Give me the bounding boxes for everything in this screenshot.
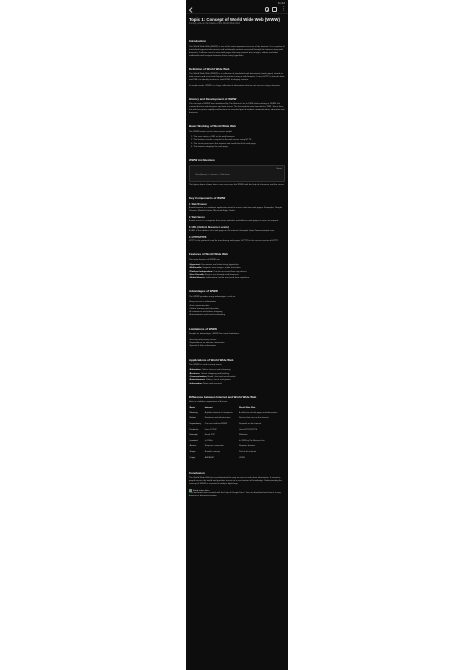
list-item: • Entertainment and social networking	[189, 314, 285, 317]
table-cell: Requires connection	[204, 445, 224, 448]
paragraph: The main features of WWW are:	[189, 258, 221, 261]
diagram-tag: Server	[276, 167, 282, 170]
page-title: Topic 1: Concept of World Wide Web (WWW)	[189, 17, 280, 22]
page-view-icon[interactable]	[272, 7, 277, 12]
paragraph: In simple words, WWW is a huge collection of information that we can access using a browser.	[189, 84, 281, 87]
section-applications	[189, 358, 285, 386]
list-item: • Hypertext: Documents are linked using hyperlinks.	[189, 264, 285, 267]
list-item: • User Friendly: Easy to use through web browsers.	[189, 274, 285, 277]
document-body	[186, 14, 288, 498]
paragraph: HTTP is the protocol used for transferring web pages. HTTPS is the secure version of HTTP.	[189, 240, 279, 243]
paragraph: A web server is a computer that stores websites and delivers web pages to users on request.	[189, 220, 279, 223]
more-options-icon[interactable]	[280, 7, 285, 12]
section-introduction	[189, 39, 285, 58]
applications-list	[189, 369, 285, 385]
section-features	[189, 252, 285, 280]
table-cell: Dependency	[189, 423, 202, 426]
table-row	[189, 456, 285, 462]
section-advantages	[189, 289, 285, 317]
section-definition	[189, 67, 285, 88]
paragraph: A web browser is a software application used to access and view web pages. Examples: Google Chrome, Mozilla Firefox, Microsoft Edge, Safari.	[189, 207, 283, 213]
section-heading: Applications of World Wide Web	[189, 357, 234, 362]
paragraph: The WWW provides many advantages, such as:	[189, 295, 236, 298]
list-item: • Multimedia: Supports text, images, audio and video.	[189, 267, 285, 270]
diagram-caption: The figure above shows how a user accesses the WWW with the help of a browser and the server.	[189, 184, 285, 187]
list-item: • Entertainment: Videos, music and games	[189, 379, 285, 382]
section-heading: Conclusion	[189, 470, 205, 475]
features-list	[189, 264, 285, 280]
table-cell: Email, FTP	[204, 434, 216, 437]
list-item: The browser displays the web page.	[193, 146, 229, 149]
column-header: Basis	[189, 407, 196, 410]
section-heading: WWW Architecture	[189, 158, 215, 163]
list-item: The server processes the request and sends back the web page.	[193, 142, 257, 145]
list-item: • E-commerce and online shopping	[189, 311, 285, 314]
list-item: • Global Access: Information can be accessed from anywhere.	[189, 277, 285, 280]
table-cell: Hardware and infrastructure	[204, 417, 231, 420]
section-limitations	[189, 327, 285, 349]
sub-heading: 2. Web Server	[189, 215, 205, 219]
back-arrow-icon[interactable]	[189, 7, 194, 12]
sub-heading: 4. HTTP/HTTPS	[189, 235, 207, 239]
list-item: • Dependence on internet connection	[189, 342, 285, 345]
section-heading: History and Development of WWW	[189, 96, 237, 101]
table-cell: Uses HTTP/HTTPS	[239, 428, 258, 431]
list-item: The user enters a URL in the web browser.	[193, 136, 235, 139]
list-item: • Spread of false information	[189, 345, 285, 348]
section-conclusion	[189, 471, 285, 498]
steps-list	[189, 136, 285, 149]
section-components	[189, 196, 285, 243]
table-cell: A global network of computers	[204, 411, 233, 414]
table-cell: ARPANET	[204, 456, 215, 459]
paragraph: The WWW is used in many areas:	[189, 364, 223, 367]
table-cell: Depends on the internet	[239, 423, 262, 426]
paragraph: The World Wide Web (WWW) is one of the most important services of the internet. It is a system of interlinked hypertext documents and multimedia content accessed through the internet using web browsers. It allows users to view web pages that may contain text, images, videos and other multimedia and navigate between them using hyperlinks.	[189, 45, 285, 57]
attachment-label: Study notes.docx	[192, 489, 210, 492]
table-cell: Service that runs on the internet	[239, 417, 269, 420]
list-item: • Security and privacy issues	[189, 339, 285, 342]
list-item: • Fast communication	[189, 305, 285, 308]
table-cell: Websites	[239, 434, 248, 437]
table-cell: Part of the internet	[239, 450, 257, 453]
list-item: • Online learning and education	[189, 308, 285, 311]
list-item: • Communication: Email, chat and social media	[189, 376, 285, 379]
section-heading: Limitations of WWW	[189, 326, 217, 331]
table-cell: Protocols	[189, 428, 199, 431]
section-history	[189, 97, 285, 116]
table-cell: In 1989 by Tim Berners-Lee	[239, 439, 265, 442]
search-icon[interactable]	[264, 7, 269, 12]
paragraph: Here is a tabular comparison of the two:	[189, 401, 228, 404]
column-header: World Wide Web	[239, 407, 256, 410]
table-cell: Scope	[189, 450, 196, 453]
paragraph: A URL is the address of a web page on the internet. Example: https://www.example.com	[189, 230, 275, 233]
table-cell: Uses TCP/IP	[204, 428, 217, 431]
table-cell: Nature	[189, 417, 196, 420]
section-heading: Features of World Wide Web	[189, 252, 229, 257]
column-header: Internet	[204, 407, 213, 410]
section-working	[189, 124, 285, 149]
sub-heading: 1. Web Browser	[189, 202, 207, 206]
list-item: • Platform Independent: Can be accessed from any device.	[189, 271, 285, 274]
section-heading: Advantages of WWW	[189, 289, 218, 294]
paragraph: The concept of WWW was introduced by Tim Berners-Lee in 1989 while working at CERN. He created the first web browser and web server. The first website was launched in 1991. Since then, the web has grown rapidly and become an essential part of modern communication, education and business.	[189, 103, 285, 115]
table-cell: Origin	[189, 456, 196, 459]
section-heading: Introduction	[189, 39, 206, 44]
table-cell: Broader concept	[204, 450, 221, 453]
section-architecture	[189, 158, 285, 187]
phone-screen	[186, 0, 288, 670]
list-item: • Business: Online shopping and banking	[189, 373, 285, 376]
list-item: • Easy access to information	[189, 301, 285, 304]
list-item: • Education: Online classes and e-learning	[189, 369, 285, 372]
app-toolbar	[186, 5, 288, 14]
section-heading: Key Components of WWW	[189, 196, 226, 201]
section-heading: Basic Working of World Wide Web	[189, 124, 237, 129]
table-cell: Invented	[189, 439, 198, 442]
paragraph: Despite its advantages, WWW has some limitations:	[189, 333, 240, 336]
list-item: • Information: News and research	[189, 383, 285, 386]
sub-heading: 3. URL (Uniform Resource Locator)	[189, 225, 229, 229]
architecture-diagram	[189, 165, 285, 182]
limitations-list	[189, 339, 285, 349]
paragraph: The World Wide Web has revolutionized the way we access and share information. It connects people across the world and provides access to a vast amount of knowledge. Understanding the concept of WWW is essential in today's digital age.	[189, 477, 283, 486]
advantages-list	[189, 301, 285, 317]
table-cell: Access	[189, 445, 197, 448]
section-heading: Difference between Internet and World Wide Web	[189, 394, 257, 399]
table-cell: Meaning	[189, 411, 198, 414]
paragraph: The World Wide Web (WWW) is a collection of interlinked web documents (web pages) stored on web servers and accessed through the internet using a web browser. It uses HTTP to transfer data and URLs to identify resources, and HTML to display content.	[189, 73, 285, 82]
list-item: The browser sends a request to the web server using HTTP.	[193, 139, 252, 142]
table-cell: Can exist without WWW	[204, 423, 228, 426]
table-cell: CERN	[239, 456, 245, 459]
status-time: 11:22	[277, 0, 285, 5]
section-difference	[189, 395, 285, 462]
page-subtitle: A study note on the basics of the World Wide Web	[189, 23, 240, 26]
table-cell: A collection of web pages and documents	[239, 411, 278, 414]
table-cell: In 1960s	[204, 439, 213, 442]
comparison-table	[189, 407, 285, 462]
section-heading: Definition of World Wide Web	[189, 66, 230, 71]
footer-note: This document was created with the help of Google Docs. You can download and view it in any browser or document viewer.	[189, 492, 281, 498]
paragraph: The WWW works on the client-server model:	[189, 130, 233, 133]
table-cell: Example	[189, 434, 198, 437]
diagram-text: Client (Browser) <--> Internet <--> Web Server	[195, 173, 230, 176]
table-cell: Requires browser	[239, 445, 256, 448]
